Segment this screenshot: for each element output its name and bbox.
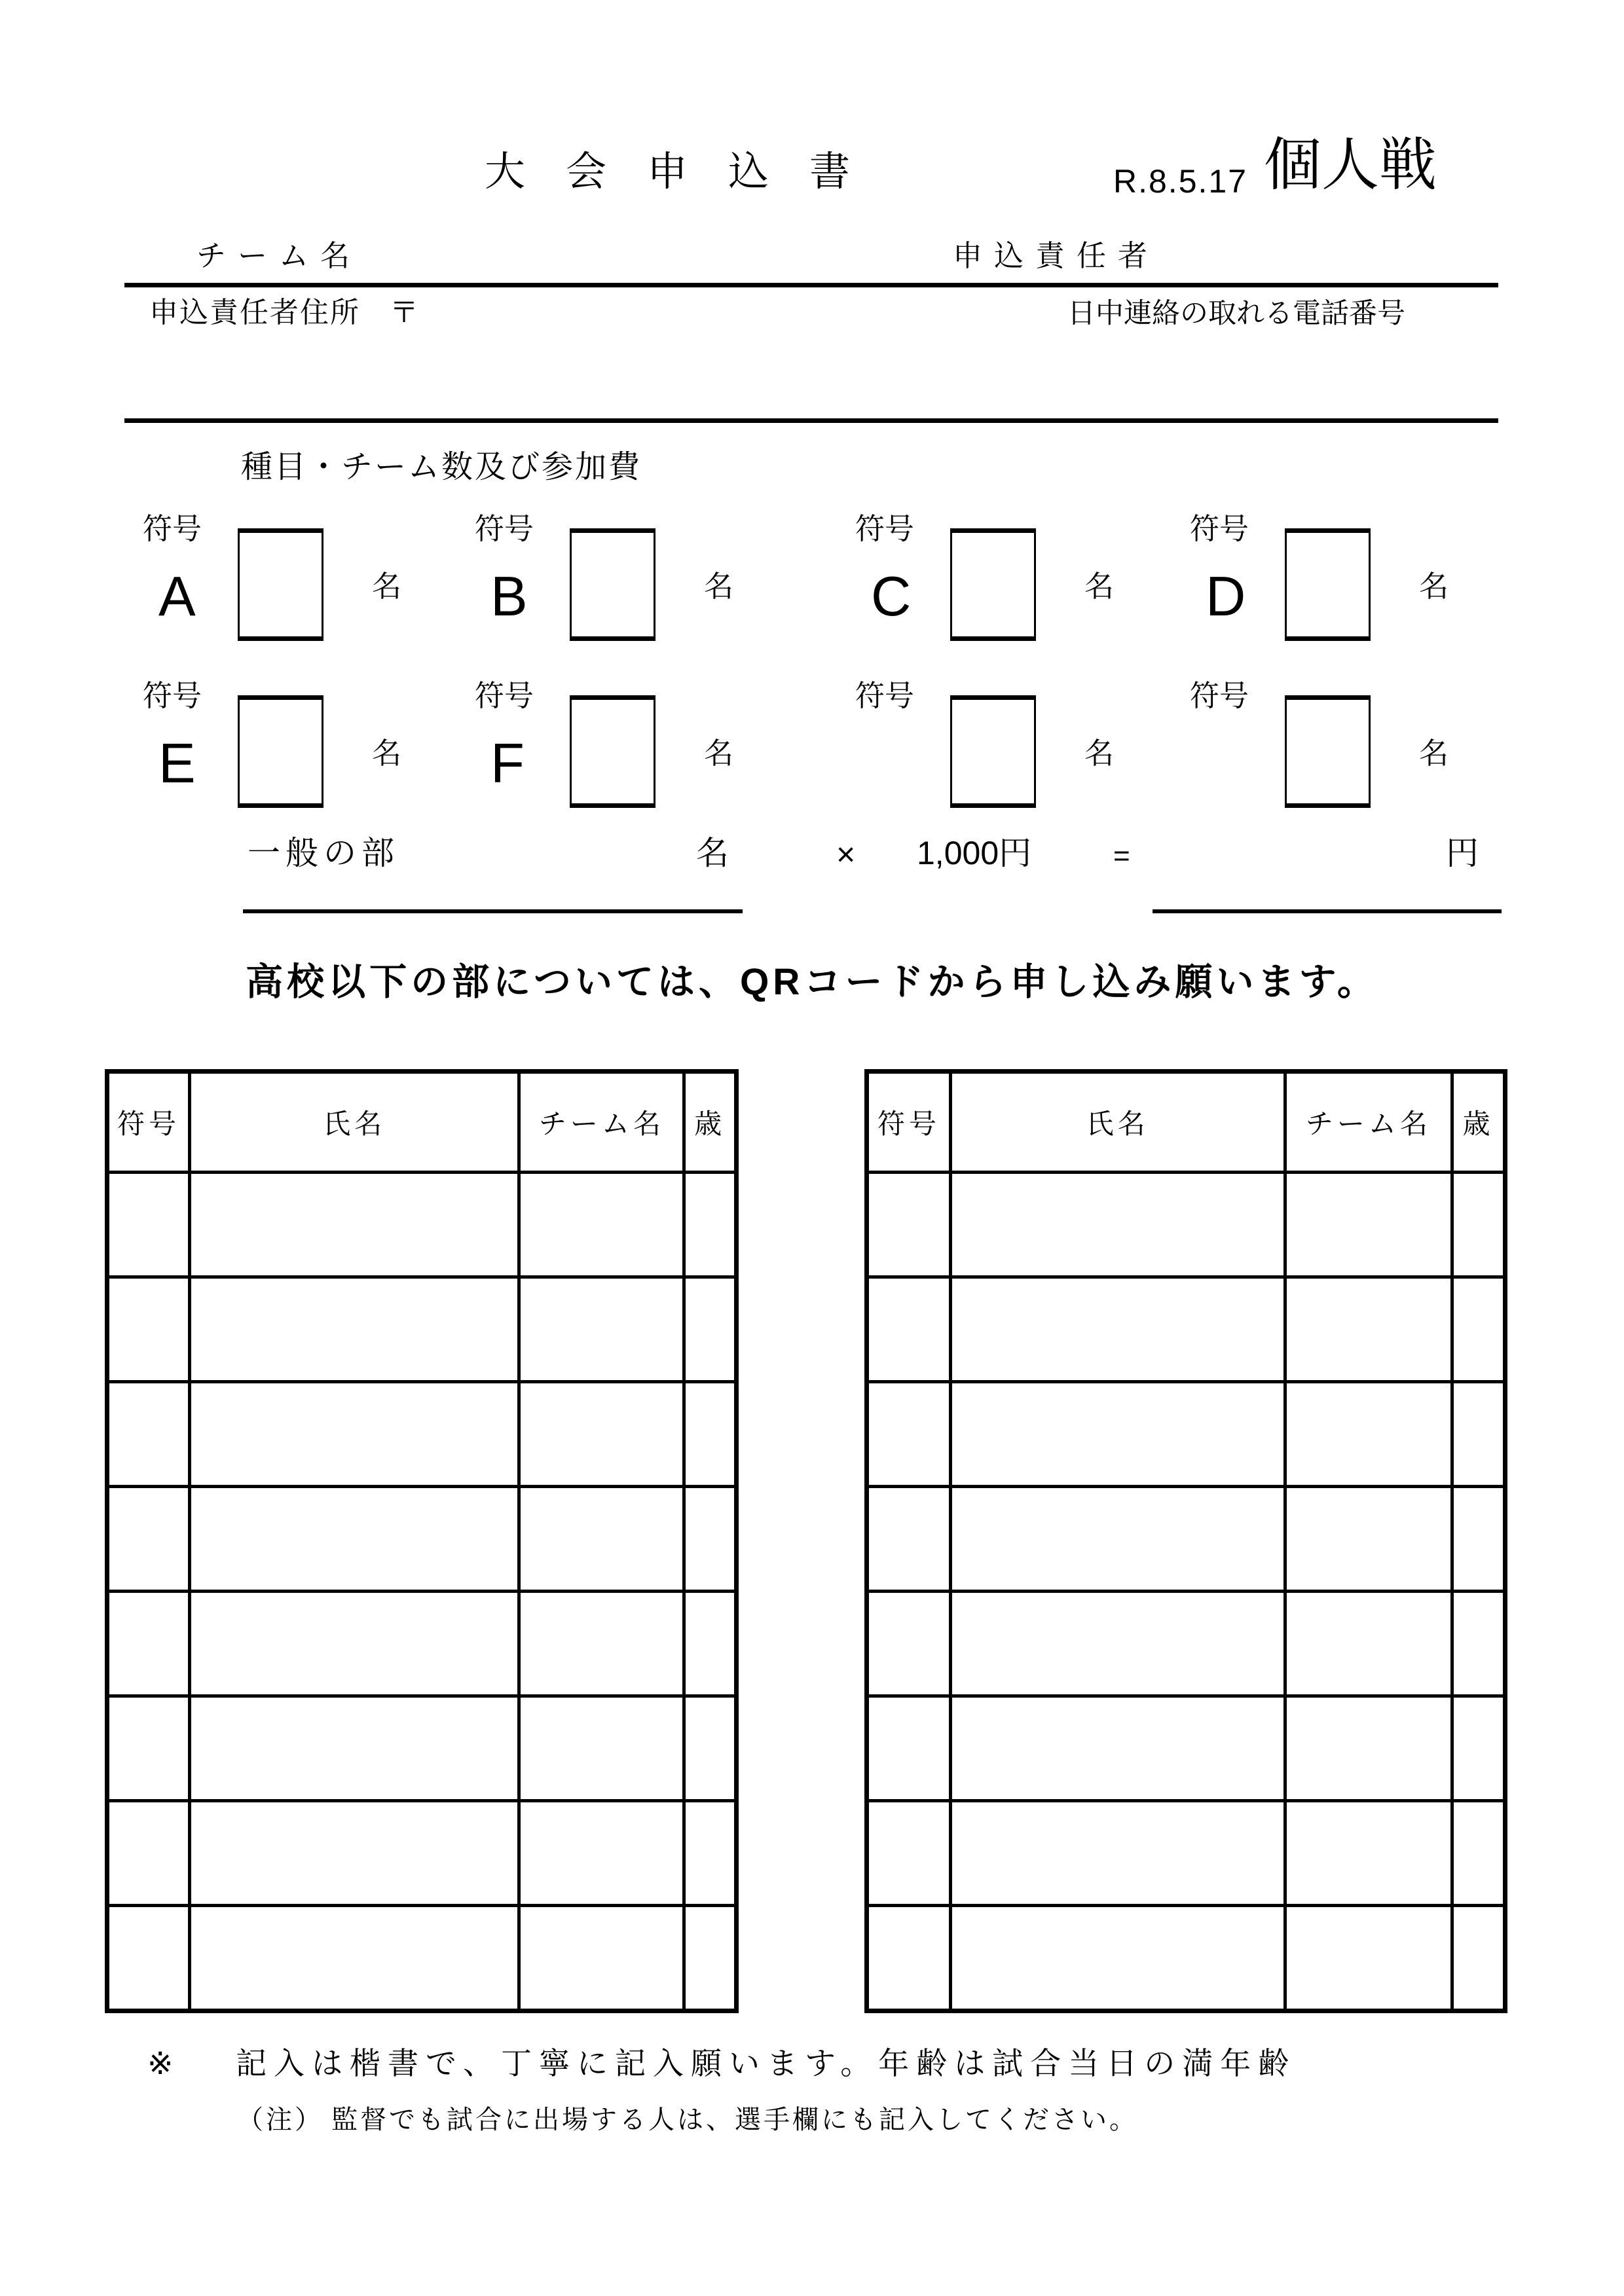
roster-cell[interactable] — [1285, 1592, 1452, 1696]
roster-row — [867, 1906, 1505, 2011]
entry-group-a — [143, 514, 444, 651]
roster-header-row — [867, 1072, 1505, 1173]
col-header-code: 符号 — [107, 1072, 190, 1173]
event-date: R.8.5.17 — [1113, 163, 1248, 200]
event-type-label: 個人戦 — [1264, 132, 1437, 197]
code-label: 符号 — [475, 512, 534, 545]
roster-cell[interactable] — [1285, 1487, 1452, 1592]
unit-label: 名 — [704, 570, 734, 603]
group-letter: A — [158, 566, 196, 628]
count-box-f[interactable] — [570, 695, 655, 808]
roster-cell[interactable] — [189, 1592, 519, 1696]
unit-label: 名 — [372, 570, 402, 603]
equals-sign: = — [1113, 840, 1130, 872]
roster-cell[interactable] — [684, 1382, 737, 1487]
unit-label: 名 — [1419, 570, 1449, 603]
code-label: 符号 — [855, 679, 915, 712]
total-amount-fill-line[interactable] — [1153, 909, 1502, 913]
roster-cell[interactable] — [1452, 1173, 1505, 1277]
roster-cell[interactable] — [1285, 1173, 1452, 1277]
roster-cell[interactable] — [107, 1173, 190, 1277]
roster-row — [107, 1173, 737, 1277]
count-box-blank-1[interactable] — [950, 695, 1036, 808]
daytime-phone-label: 日中連絡の取れる電話番号 — [1067, 298, 1405, 329]
roster-cell[interactable] — [1452, 1277, 1505, 1382]
roster-cell[interactable] — [950, 1801, 1285, 1906]
roster-cell[interactable] — [519, 1801, 684, 1906]
team-name-label: チーム名 — [196, 239, 362, 272]
applicant-address-text: 申込責任者住所 — [149, 297, 360, 329]
roster-row — [107, 1592, 737, 1696]
roster-cell[interactable] — [1285, 1906, 1452, 2011]
roster-cell[interactable] — [1452, 1487, 1505, 1592]
roster-row — [107, 1277, 737, 1382]
count-box-blank-2[interactable] — [1285, 695, 1371, 808]
count-box-a[interactable] — [238, 528, 323, 641]
col-header-name: 氏名 — [189, 1072, 519, 1173]
count-box-b[interactable] — [570, 528, 655, 641]
group-letter: E — [158, 733, 196, 795]
roster-cell[interactable] — [1285, 1382, 1452, 1487]
entry-group-f — [475, 681, 776, 818]
handwriting-note: 記入は楷書で、丁寧に記入願います。年齢は試合当日の満年齢 — [236, 2046, 1297, 2081]
roster-cell[interactable] — [1285, 1277, 1452, 1382]
group-letter: F — [490, 733, 525, 795]
roster-cell[interactable] — [1452, 1696, 1505, 1801]
currency-label: 円 — [1446, 835, 1479, 871]
roster-cell[interactable] — [107, 1696, 190, 1801]
multiply-sign: × — [836, 836, 856, 873]
roster-cell[interactable] — [950, 1382, 1285, 1487]
code-label: 符号 — [855, 512, 915, 545]
roster-cell[interactable] — [867, 1382, 951, 1487]
fee-per-person: 1,000円 — [917, 835, 1032, 871]
unit-label: 名 — [704, 737, 734, 770]
applicant-label: 申込責任者 — [953, 239, 1160, 272]
count-box-c[interactable] — [950, 528, 1036, 641]
roster-cell[interactable] — [867, 1696, 951, 1801]
col-header-name: 氏名 — [950, 1072, 1285, 1173]
roster-cell[interactable] — [867, 1592, 951, 1696]
count-box-e[interactable] — [238, 695, 323, 808]
roster-row — [107, 1906, 737, 2011]
roster-cell[interactable] — [950, 1277, 1285, 1382]
code-label: 符号 — [143, 512, 202, 545]
roster-cell[interactable] — [519, 1696, 684, 1801]
roster-cell[interactable] — [684, 1487, 737, 1592]
roster-cell[interactable] — [684, 1696, 737, 1801]
roster-row — [107, 1382, 737, 1487]
roster-cell[interactable] — [189, 1173, 519, 1277]
coach-note — [237, 2107, 1138, 2133]
col-header-code: 符号 — [867, 1072, 951, 1173]
roster-row — [107, 1696, 737, 1801]
unit-label: 名 — [1084, 570, 1115, 603]
form-title: 大 会 申 込 書 — [485, 149, 851, 194]
general-division-label: 一般の部 — [248, 835, 399, 871]
roster-cell[interactable] — [107, 1382, 190, 1487]
roster-cell[interactable] — [684, 1173, 737, 1277]
roster-cell[interactable] — [107, 1487, 190, 1592]
roster-row — [867, 1277, 1505, 1382]
roster-row — [867, 1801, 1505, 1906]
participant-count-fill-line[interactable] — [243, 909, 743, 913]
roster-cell[interactable] — [684, 1906, 737, 2011]
header-fill-line[interactable] — [124, 283, 1498, 287]
col-header-age: 歳 — [1452, 1072, 1505, 1173]
group-letter: B — [490, 566, 528, 628]
roster-cell[interactable] — [867, 1277, 951, 1382]
roster-row — [107, 1487, 737, 1592]
col-header-team: チーム名 — [519, 1072, 684, 1173]
col-header-age: 歳 — [684, 1072, 737, 1173]
roster-table-left — [105, 1069, 739, 2013]
roster-cell[interactable] — [950, 1592, 1285, 1696]
postal-mark: 〒 — [390, 297, 420, 329]
roster-cell[interactable] — [189, 1696, 519, 1801]
count-box-d[interactable] — [1285, 528, 1371, 641]
roster-cell[interactable] — [1452, 1592, 1505, 1696]
roster-cell[interactable] — [107, 1906, 190, 2011]
code-label: 符号 — [1190, 679, 1249, 712]
roster-cell[interactable] — [107, 1592, 190, 1696]
roster-cell[interactable] — [867, 1173, 951, 1277]
roster-row — [867, 1173, 1505, 1277]
roster-table-right — [864, 1069, 1507, 2013]
roster-cell[interactable] — [950, 1487, 1285, 1592]
roster-cell[interactable] — [867, 1487, 951, 1592]
roster-row — [867, 1382, 1505, 1487]
roster-cell[interactable] — [867, 1801, 951, 1906]
general-unit-label: 名 — [696, 835, 729, 871]
roster-cell[interactable] — [684, 1801, 737, 1906]
group-letter: C — [871, 566, 912, 628]
code-label: 符号 — [475, 679, 534, 712]
note-prefix: （注） — [237, 2105, 323, 2134]
roster-cell[interactable] — [189, 1382, 519, 1487]
roster-cell[interactable] — [189, 1906, 519, 2011]
roster-cell[interactable] — [189, 1487, 519, 1592]
roster-row — [867, 1487, 1505, 1592]
entry-group-b — [475, 514, 776, 651]
roster-cell[interactable] — [1285, 1801, 1452, 1906]
entry-group-c — [855, 514, 1156, 651]
roster-cell[interactable] — [519, 1592, 684, 1696]
roster-cell[interactable] — [519, 1277, 684, 1382]
roster-cell[interactable] — [107, 1801, 190, 1906]
roster-cell[interactable] — [189, 1801, 519, 1906]
roster-cell[interactable] — [519, 1173, 684, 1277]
roster-cell[interactable] — [519, 1487, 684, 1592]
roster-cell[interactable] — [1452, 1382, 1505, 1487]
roster-cell[interactable] — [684, 1592, 737, 1696]
fee-section-title: 種目・チーム数及び参加費 — [241, 450, 642, 484]
entry-group-blank-1 — [855, 681, 1156, 818]
roster-cell[interactable] — [867, 1906, 951, 2011]
entry-group-blank-2 — [1190, 681, 1491, 818]
roster-row — [867, 1592, 1505, 1696]
group-letter: D — [1206, 566, 1246, 628]
roster-cell[interactable] — [950, 1906, 1285, 2011]
roster-cell[interactable] — [107, 1277, 190, 1382]
entry-group-d — [1190, 514, 1491, 651]
roster-cell[interactable] — [950, 1173, 1285, 1277]
roster-cell[interactable] — [519, 1382, 684, 1487]
roster-cell[interactable] — [189, 1277, 519, 1382]
roster-cell[interactable] — [519, 1906, 684, 2011]
roster-cell[interactable] — [1452, 1801, 1505, 1906]
unit-label: 名 — [372, 737, 402, 770]
applicant-address-label — [149, 299, 420, 327]
col-header-team: チーム名 — [1285, 1072, 1452, 1173]
unit-label: 名 — [1084, 737, 1115, 770]
roster-cell[interactable] — [1452, 1906, 1505, 2011]
roster-cell[interactable] — [684, 1277, 737, 1382]
roster-row — [867, 1696, 1505, 1801]
code-label: 符号 — [1190, 512, 1249, 545]
unit-label: 名 — [1419, 737, 1449, 770]
address-fill-line[interactable] — [124, 418, 1498, 423]
roster-cell[interactable] — [950, 1696, 1285, 1801]
entry-group-e — [143, 681, 444, 818]
roster-cell[interactable] — [1285, 1696, 1452, 1801]
qr-application-notice: 高校以下の部については、QRコードから申し込み願います。 — [246, 961, 1378, 1003]
code-label: 符号 — [143, 679, 202, 712]
asterisk-mark: ※ — [147, 2046, 174, 2081]
roster-header-row — [107, 1072, 737, 1173]
note-text: 監督でも試合に出場する人は、選手欄にも記入してください。 — [331, 2105, 1138, 2134]
roster-row — [107, 1801, 737, 1906]
